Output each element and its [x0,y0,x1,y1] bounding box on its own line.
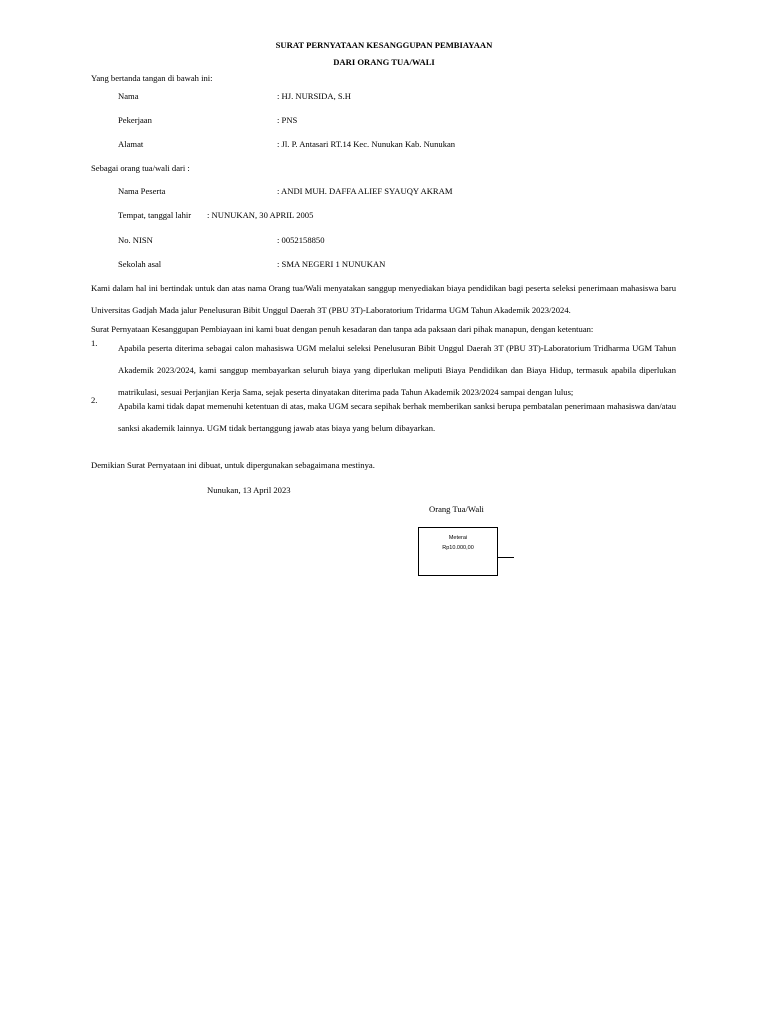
materai-label: Meterai [448,535,468,541]
signature-line [498,557,514,558]
parent-job-value: : PNS [277,115,298,125]
parent-name-value: : HJ. NURSIDA, S.H [277,91,352,101]
intro-text: Yang bertanda tangan di bawah ini: [91,73,213,83]
letter-title-line1: SURAT PERNYATAAN KESANGGUPAN PEMBIAYAAN [275,40,493,50]
guardian-of-text: Sebagai orang tua/wali dari : [91,163,190,173]
student-nisn-value: : 0052158850 [277,235,325,245]
place-date: Nunukan, 13 April 2023 [207,485,291,495]
student-school-label: Sekolah asal [118,259,162,269]
condition-number: 2. [91,395,98,405]
conditions-intro: Surat Pernyataan Kesanggupan Pembiayaan ini kami buat dengan penuh kesadaran dan tanpa ada paksaan dari pihak manapun, dengan ketentuan: [91,324,594,334]
student-nisn-label: No. NISN [118,235,153,245]
letter-title-line2: DARI ORANG TUA/WALI [333,57,435,67]
closing-text: Demikian Surat Pernyataan ini dibuat, untuk dipergunakan sebagaimana mestinya. [91,460,375,470]
student-birth-value: : NUNUKAN, 30 APRIL 2005 [207,210,314,220]
condition-text: Apabila kami tidak dapat memenuhi ketentuan di atas, maka UGM secara sepihak berhak memberikan sanksi berupa pembatalan penerimaan mahasiswa dan/atau sanksi akademik lainnya. UGM tidak bertanggung jawab atas biaya yang belum dibayarkan. [118,401,676,433]
student-birth-label: Tempat, tanggal lahir [118,210,192,220]
student-school-value: : SMA NEGERI 1 NUNUKAN [277,259,386,269]
condition-text: Apabila peserta diterima sebagai calon mahasiswa UGM melalui seleksi Penelusuran Bibit Unggul Daerah 3T (PBU 3T)-Laboratorium Tridharma UGM Tahun Akademik 2023/2024, kami sanggup membayarkan seluruh biaya yang diperlukan meliputi Biaya Pendidikan dan Biaya Hidup, termasuk apabila diperlukan matrikulasi, sesuai Perjanjian Kerja Sama, sejak peserta dinyatakan diterima pada Tahun Akademik 2023/2024 sampai dengan lulus; [118,343,676,397]
materai-value: Rp10.000,00 [442,545,474,551]
student-name-value: : ANDI MUH. DAFFA ALIEF SYAUQY AKRAM [277,186,453,196]
student-name-label: Nama Peserta [118,186,166,196]
statement-paragraph: Kami dalam hal ini bertindak untuk dan atas nama Orang tua/Wali menyatakan sanggup menyediakan biaya pendidikan bagi peserta seleksi penerimaan mahasiswa baru Universitas Gadjah Mada jalur Penelusuran Bibit Unggul Daerah 3T (PBU 3T)-Laboratorium Tridarma UGM Tahun Akademik 2023/2024. [91,283,676,315]
signatory-label: Orang Tua/Wali [429,504,484,514]
condition-number: 1. [91,338,98,348]
parent-address-label: Alamat [118,139,144,149]
parent-job-label: Pekerjaan [118,115,152,125]
parent-address-value: : Jl. P. Antasari RT.14 Kec. Nunukan Kab. Nunukan [277,139,456,149]
parent-name-label: Nama [118,91,139,101]
